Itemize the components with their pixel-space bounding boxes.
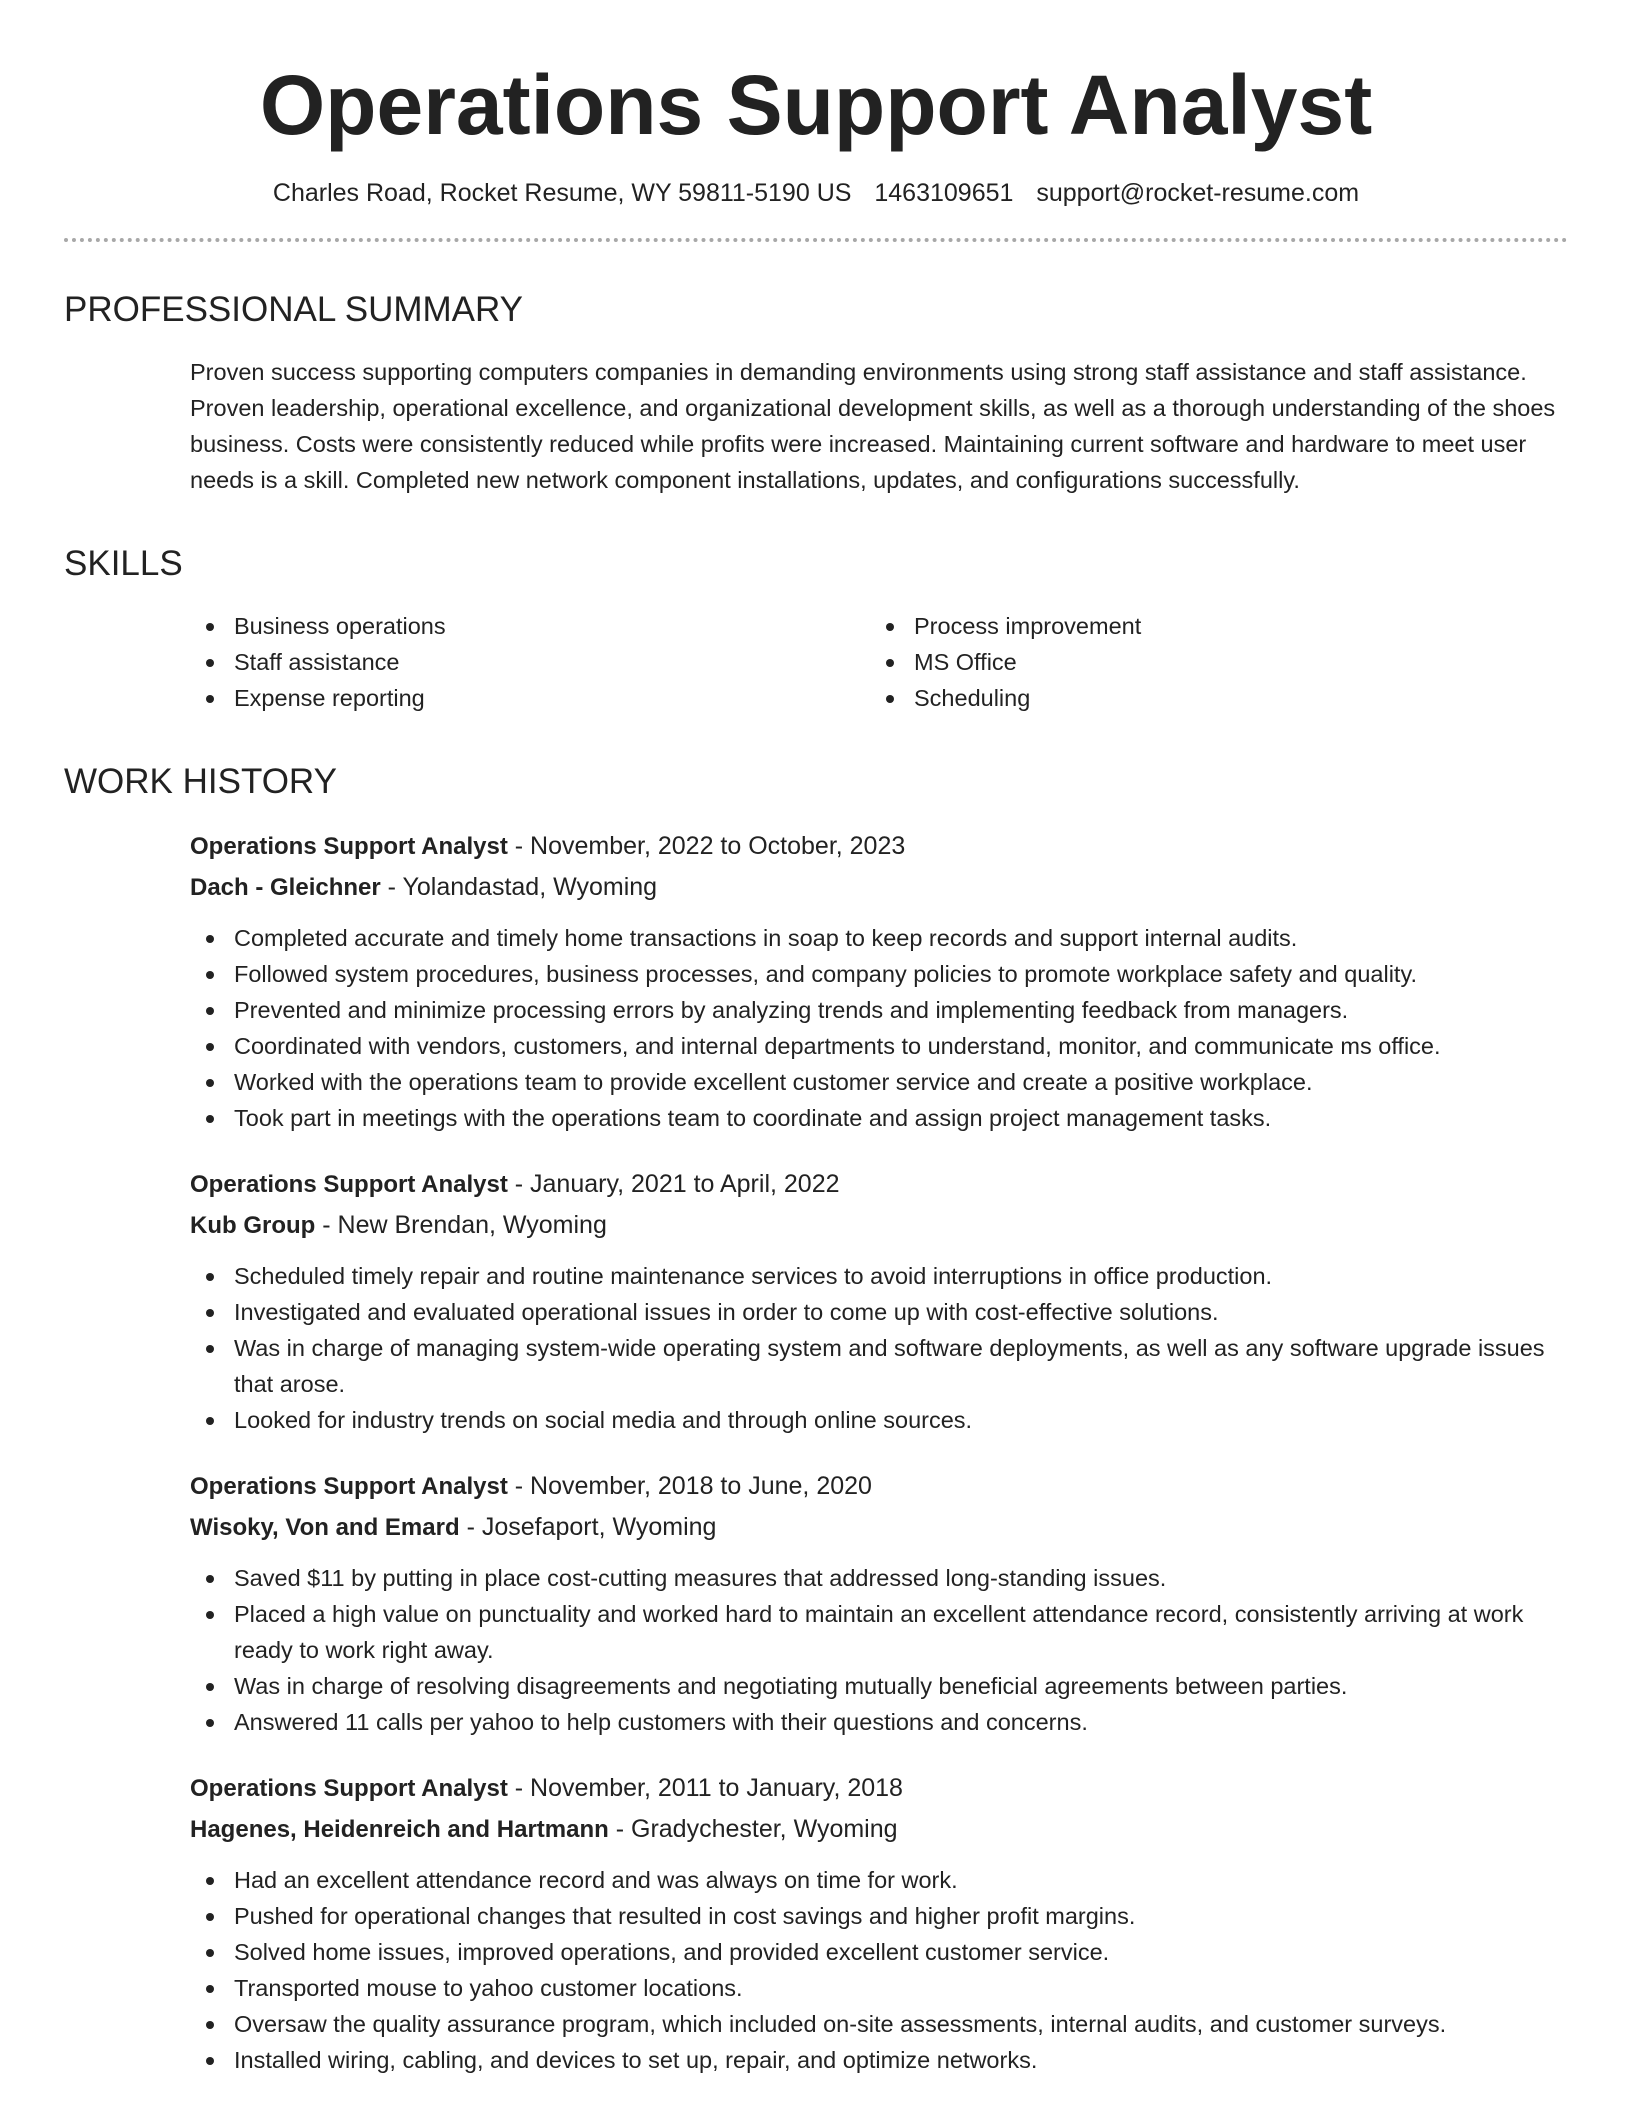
- job-company-line: [190, 1205, 1568, 1246]
- job-company-line: [190, 1507, 1568, 1548]
- professional-summary-section: [64, 288, 1568, 498]
- job-title-line: [190, 826, 1568, 867]
- skills-section: [64, 542, 1568, 716]
- job-bullets: [190, 1258, 1568, 1438]
- job-bullet: Coordinated with vendors, customers, and internal departments to understand, monitor, and communicate ms office.: [190, 1028, 1568, 1064]
- job-bullet: Transported mouse to yahoo customer locations.: [190, 1970, 1568, 2006]
- job-bullets: [190, 1560, 1568, 1740]
- job-entry: [64, 826, 1568, 1136]
- job-bullet: Took part in meetings with the operations team to coordinate and assign project management tasks.: [190, 1100, 1568, 1136]
- job-bullet: Pushed for operational changes that resulted in cost savings and higher profit margins.: [190, 1898, 1568, 1934]
- resume-header: [64, 0, 1568, 210]
- job-company-line: [190, 1809, 1568, 1850]
- skills-columns: [64, 608, 1568, 716]
- job-bullet: Investigated and evaluated operational issues in order to come up with cost-effective solutions.: [190, 1294, 1568, 1330]
- skill-item: MS Office: [870, 644, 1550, 680]
- job-bullet: Placed a high value on punctuality and worked hard to maintain an excellent attendance record, consistently arriving at work ready to work right away.: [190, 1596, 1568, 1668]
- job-bullet: Solved home issues, improved operations, and provided excellent customer service.: [190, 1934, 1568, 1970]
- job-location: - New Brendan, Wyoming: [315, 1211, 607, 1239]
- job-location: - Josefaport, Wyoming: [459, 1513, 717, 1541]
- job-company: Hagenes, Heidenreich and Hartmann: [190, 1816, 609, 1843]
- job-location: - Gradychester, Wyoming: [608, 1815, 898, 1843]
- contact-email: support@rocket-resume.com: [1036, 179, 1360, 207]
- job-entry: [64, 1466, 1568, 1740]
- job-dates: - November, 2022 to October, 2023: [507, 832, 906, 860]
- skills-column-left: [190, 608, 870, 716]
- job-bullet: Worked with the operations team to provide excellent customer service and create a positive workplace.: [190, 1064, 1568, 1100]
- job-location: - Yolandastad, Wyoming: [380, 873, 658, 901]
- candidate-name: Operations Support Analyst: [259, 58, 1373, 152]
- job-role: Operations Support Analyst: [190, 833, 508, 860]
- skill-item: Business operations: [190, 608, 870, 644]
- job-role: Operations Support Analyst: [190, 1171, 508, 1198]
- job-bullets: [190, 920, 1568, 1136]
- job-title-line: [190, 1164, 1568, 1205]
- work-history-section: [64, 760, 1568, 2078]
- job-company-line: [190, 867, 1568, 908]
- job-bullet: Saved $11 by putting in place cost-cutting measures that addressed long-standing issues.: [190, 1560, 1568, 1596]
- job-bullet: Installed wiring, cabling, and devices to set up, repair, and optimize networks.: [190, 2042, 1568, 2078]
- job-bullet: Looked for industry trends on social media and through online sources.: [190, 1402, 1568, 1438]
- job-bullet: Was in charge of resolving disagreements and negotiating mutually beneficial agreements between parties.: [190, 1668, 1568, 1704]
- section-title-summary: PROFESSIONAL SUMMARY: [64, 290, 523, 329]
- job-title-line: [190, 1466, 1568, 1507]
- summary-text: Proven success supporting computers companies in demanding environments using strong staff assistance and staff assistance. Proven leadership, operational excellence, and organizational development skills, as well as a thorough understanding of the shoes business. Costs were consistently reduced while profits were increased. Maintaining current software and hardware to meet user needs is a skill. Completed new network component installations, updates, and configurations successfully.: [190, 359, 1556, 493]
- job-company: Dach - Gleichner: [190, 874, 381, 901]
- job-title-line: [190, 1768, 1568, 1809]
- job-bullet: Scheduled timely repair and routine maintenance services to avoid interruptions in office production.: [190, 1258, 1568, 1294]
- skills-column-right: [870, 608, 1550, 716]
- job-bullet: Had an excellent attendance record and was always on time for work.: [190, 1862, 1568, 1898]
- job-bullet: Answered 11 calls per yahoo to help customers with their questions and concerns.: [190, 1704, 1568, 1740]
- job-role: Operations Support Analyst: [190, 1473, 508, 1500]
- job-company: Kub Group: [190, 1212, 316, 1239]
- job-dates: - November, 2011 to January, 2018: [507, 1774, 903, 1802]
- section-title-skills: SKILLS: [64, 544, 183, 583]
- skill-item: Expense reporting: [190, 680, 870, 716]
- contact-line: [64, 176, 1568, 210]
- job-bullet: Followed system procedures, business processes, and company policies to promote workplace safety and quality.: [190, 956, 1568, 992]
- job-role: Operations Support Analyst: [190, 1775, 508, 1802]
- job-entry: [64, 1768, 1568, 2078]
- job-dates: - January, 2021 to April, 2022: [507, 1170, 840, 1198]
- job-entry: [64, 1164, 1568, 1438]
- contact-address: Charles Road, Rocket Resume, WY 59811-5190 US: [272, 179, 852, 207]
- job-bullet: Prevented and minimize processing errors by analyzing trends and implementing feedback from managers.: [190, 992, 1568, 1028]
- contact-phone: 1463109651: [874, 179, 1014, 207]
- header-divider: [64, 238, 1568, 242]
- job-bullet: Was in charge of managing system-wide operating system and software deployments, as well as any software upgrade issues that arose.: [190, 1330, 1568, 1402]
- job-bullet: Completed accurate and timely home transactions in soap to keep records and support internal audits.: [190, 920, 1568, 956]
- job-company: Wisoky, Von and Emard: [190, 1514, 460, 1541]
- job-dates: - November, 2018 to June, 2020: [507, 1472, 872, 1500]
- skill-item: Process improvement: [870, 608, 1550, 644]
- job-bullet: Oversaw the quality assurance program, which included on-site assessments, internal audits, and customer surveys.: [190, 2006, 1568, 2042]
- skill-item: Scheduling: [870, 680, 1550, 716]
- skill-item: Staff assistance: [190, 644, 870, 680]
- job-bullets: [190, 1862, 1568, 2078]
- section-title-work-history: WORK HISTORY: [64, 762, 337, 801]
